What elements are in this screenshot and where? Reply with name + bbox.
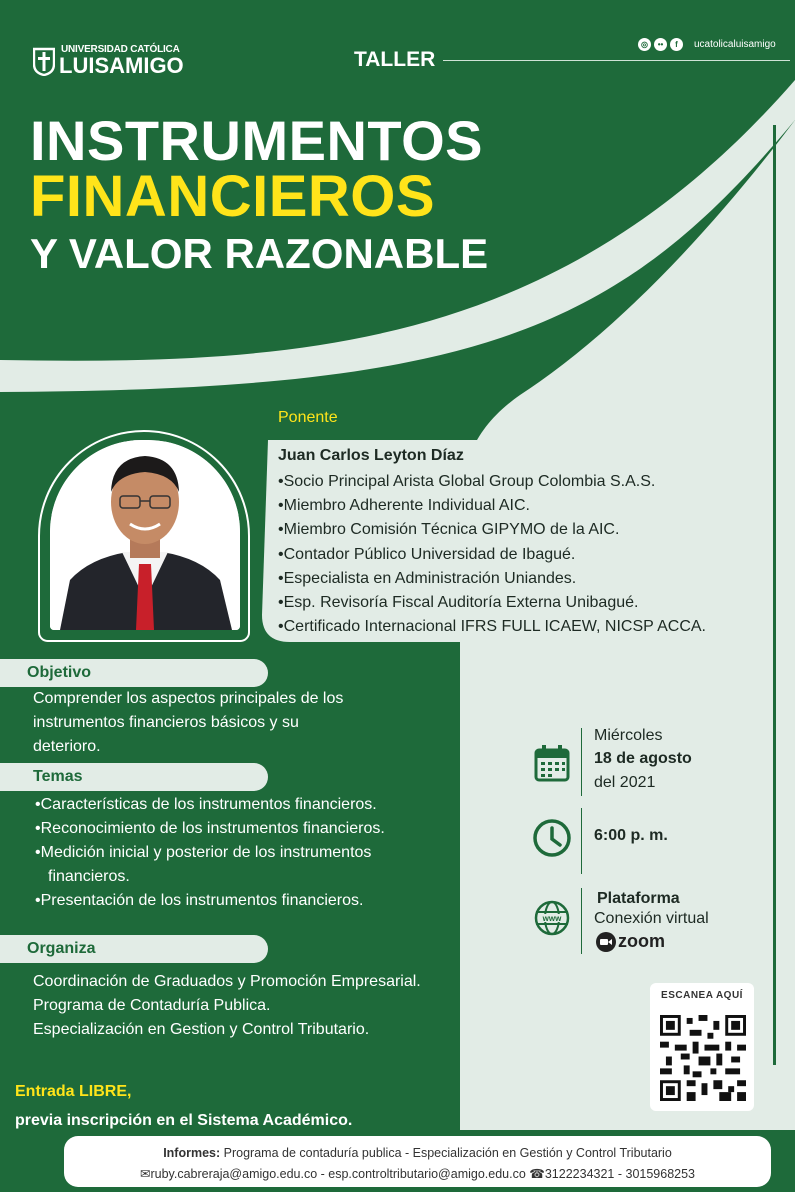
title-line-2: FINANCIEROS xyxy=(30,164,436,229)
objetivo-line: instrumentos financieros básicos y su xyxy=(33,714,299,731)
event-year: del 2021 xyxy=(594,774,656,791)
footer-contacts xyxy=(64,1166,771,1181)
phone-icon: ☎ xyxy=(529,1167,545,1181)
bio-item: • Contador Público Universidad de Ibagué. xyxy=(278,543,706,567)
event-time: 6:00 p. m. xyxy=(594,827,668,844)
speaker-portrait xyxy=(50,440,240,630)
header-divider xyxy=(443,60,790,61)
logo-text-university: UNIVERSIDAD CATÓLICA xyxy=(61,44,180,55)
bio-item: • Esp. Revisoría Fiscal Auditoría Externa Unibagué. xyxy=(278,591,706,615)
clock-icon xyxy=(532,818,572,858)
tema-item: • Medición inicial y posterior de los instrumentos financieros. xyxy=(35,841,445,889)
bio-item: • Socio Principal Arista Global Group Colombia S.A.S. xyxy=(278,470,706,494)
organiza-text xyxy=(33,970,421,1042)
speaker-bio-list xyxy=(278,470,706,639)
informes-label: Informes: xyxy=(163,1146,221,1160)
speaker-name: Juan Carlos Leyton Díaz xyxy=(278,447,464,464)
shield-icon xyxy=(33,46,55,76)
speaker-label: Ponente xyxy=(278,409,338,426)
divider xyxy=(581,888,582,954)
organiza-line: Especialización en Gestion y Control Tributario. xyxy=(33,1021,370,1038)
temas-heading: Temas xyxy=(0,763,268,791)
globe-www-icon xyxy=(532,898,572,938)
objetivo-line: Comprender los aspectos principales de los xyxy=(33,690,344,707)
organiza-line: Coordinación de Graduados y Promoción Empresarial. xyxy=(33,973,421,990)
tema-item: • Reconocimiento de los instrumentos financieros. xyxy=(35,817,445,841)
divider xyxy=(581,728,582,796)
event-date: 18 de agosto xyxy=(594,750,692,767)
organiza-heading: Organiza xyxy=(0,935,268,963)
footer-informes xyxy=(64,1146,771,1160)
organiza-line: Programa de Contaduría Publica. xyxy=(33,997,271,1014)
temas-list xyxy=(35,793,445,913)
title-line-3: Y VALOR RAZONABLE xyxy=(30,230,489,277)
bio-item: • Especialista en Administración Uniandes. xyxy=(278,567,706,591)
title-line-1: INSTRUMENTOS xyxy=(30,109,483,172)
svg-text:www: www xyxy=(542,914,562,923)
footer-emails[interactable]: ruby.cabrerajа@amigo.edu.co - esp.controltributario@amigo.edu.co xyxy=(150,1167,526,1181)
platform-text: Conexión virtual xyxy=(594,910,709,927)
footer-phones[interactable]: 3122234321 - 3015968253 xyxy=(544,1167,696,1181)
entry-free: Entrada LIBRE, xyxy=(15,1083,132,1100)
speaker-photo xyxy=(50,440,240,630)
calendar-icon xyxy=(532,743,572,783)
informes-text: Programa de contaduría publica - Especialización en Gestión y Control Tributario xyxy=(223,1146,672,1160)
instagram-icon[interactable]: ◎ xyxy=(638,38,651,51)
zoom-logo xyxy=(596,931,665,952)
tema-item: • Presentación de los instrumentos financieros. xyxy=(35,889,445,913)
qr-label: ESCANEA AQUÍ xyxy=(661,990,743,1001)
social-handle[interactable]: ucatolicaluisamigo xyxy=(694,39,776,50)
divider xyxy=(581,808,582,874)
qr-code[interactable] xyxy=(660,1013,746,1103)
objetivo-heading: Objetivo xyxy=(0,659,268,687)
bio-item: • Miembro Adherente Individual AIC. xyxy=(278,494,706,518)
objetivo-line: deterioro. xyxy=(33,738,101,755)
logo-text-name: LUISAMIGO xyxy=(59,53,184,78)
email-icon: ✉ xyxy=(139,1167,151,1181)
objetivo-text xyxy=(33,687,343,759)
flickr-icon[interactable]: •• xyxy=(654,38,667,51)
platform-label: Plataforma xyxy=(597,890,680,907)
event-day: Miércoles xyxy=(594,727,663,744)
entry-registration: previa inscripción en el Sistema Académico. xyxy=(15,1112,353,1129)
zoom-text: zoom xyxy=(618,931,665,951)
event-type: TALLER xyxy=(354,48,436,71)
facebook-icon[interactable]: f xyxy=(670,38,683,51)
bio-item: • Certificado Internacional IFRS FULL ICAEW, NICSP ACCA. xyxy=(278,615,706,639)
bio-item: • Miembro Comisión Técnica GIPYMO de la AIC. xyxy=(278,518,706,542)
tema-item: • Características de los instrumentos financieros. xyxy=(35,793,445,817)
social-links xyxy=(638,38,683,51)
zoom-camera-icon xyxy=(596,932,616,952)
